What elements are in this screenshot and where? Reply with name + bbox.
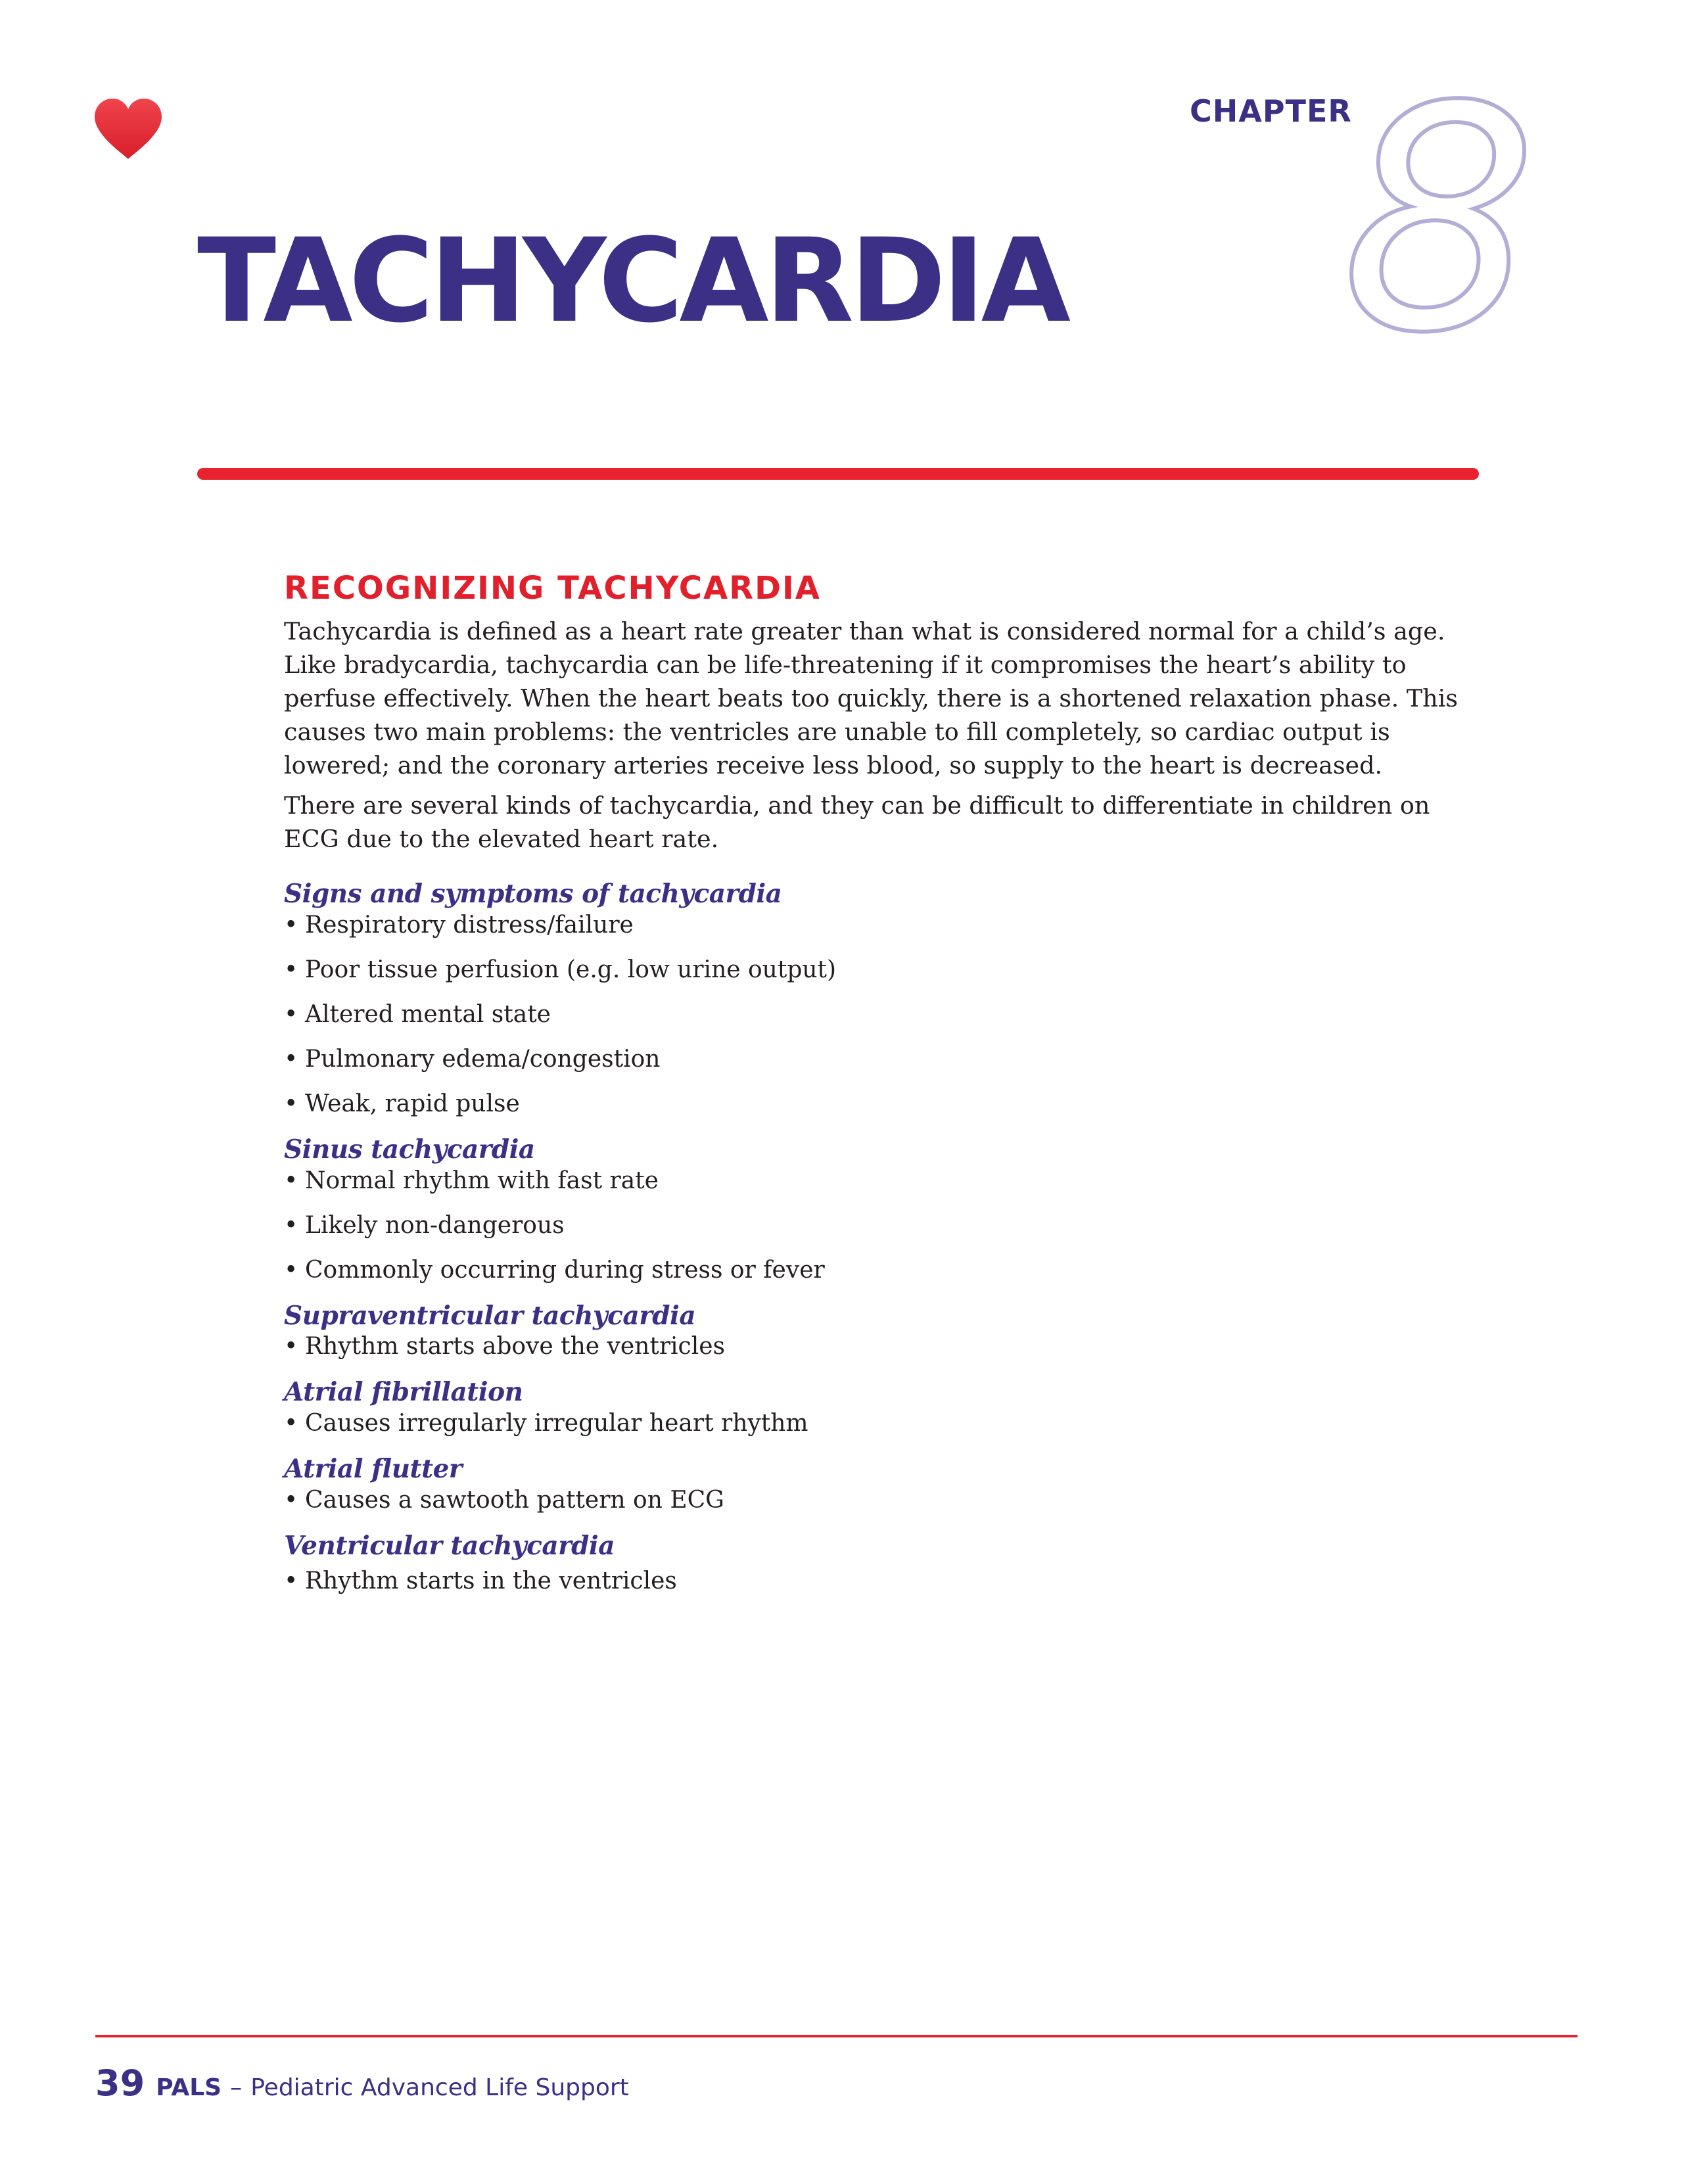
heart-icon	[92, 97, 164, 160]
list-item: • Likely non-dangerous	[284, 1211, 1467, 1241]
svt-heading: Supraventricular tachycardia	[284, 1300, 696, 1331]
footer-brand: PALS	[156, 2074, 222, 2101]
chapter-label: CHAPTER	[1190, 93, 1352, 129]
list-item: • Weak, rapid pulse	[284, 1089, 1467, 1119]
main-content	[284, 570, 1467, 1596]
atrial-fibrillation-heading: Atrial fibrillation	[284, 1377, 523, 1408]
list-item: • Causes irregularly irregular heart rhythm	[284, 1408, 1467, 1439]
intro-paragraph: Tachycardia is defined as a heart rate greater than what is considered normal for a child’s age. Like bradycardia, tachycardia can be life-threatening if it compromises the heart’s ability to perfuse effectively. When the heart beats too quickly, there is a shortened relaxation phase. This causes two main problems: the ventricles are unable to fill completely, so cardiac output is lowered; and the coronary arteries receive less blood, so supply to the heart is decreased.	[284, 617, 1459, 780]
list-item: • Pulmonary edema/congestion	[284, 1044, 1467, 1075]
list-item: • Rhythm starts above the ventricles	[284, 1332, 1467, 1362]
signs-symptoms-list	[284, 910, 1467, 1119]
ecg-paragraph: There are several kinds of tachycardia, and they can be difficult to differentiate in children on ECG due to the elevated heart rate.	[284, 791, 1430, 854]
footer-subtitle: Pediatric Advanced Life Support	[250, 2074, 629, 2101]
chapter-number	[1328, 78, 1551, 340]
list-item: • Rhythm starts in the ventricles	[284, 1566, 1467, 1596]
ventricular-tachycardia-list	[284, 1566, 1467, 1596]
signs-symptoms-heading: Signs and symptoms of tachycardia	[284, 879, 782, 910]
list-item: • Respiratory distress/failure	[284, 910, 1467, 941]
section-heading: RECOGNIZING TACHYCARDIA	[284, 570, 821, 607]
list-item: • Normal rhythm with fast rate	[284, 1166, 1467, 1196]
atrial-flutter-heading: Atrial flutter	[284, 1454, 462, 1485]
list-item: • Causes a sawtooth pattern on ECG	[284, 1485, 1467, 1516]
list-item: • Altered mental state	[284, 1000, 1467, 1030]
page-number: 39	[95, 2062, 145, 2104]
list-item: • Commonly occurring during stress or fever	[284, 1255, 1467, 1286]
page-title: TACHYCARDIA	[197, 214, 1067, 348]
footer-divider	[95, 2035, 1577, 2037]
svt-list	[284, 1332, 1467, 1362]
page-footer	[95, 2062, 629, 2104]
chapter-number-text: 8	[1341, 78, 1538, 340]
title-divider	[197, 468, 1479, 480]
ventricular-tachycardia-heading: Ventricular tachycardia	[284, 1530, 615, 1561]
atrial-fibrillation-list	[284, 1408, 1467, 1439]
atrial-flutter-list	[284, 1485, 1467, 1516]
list-item: • Poor tissue perfusion (e.g. low urine output)	[284, 955, 1467, 985]
sinus-tachycardia-list	[284, 1166, 1467, 1286]
sinus-tachycardia-heading: Sinus tachycardia	[284, 1134, 535, 1165]
footer-separator: –	[230, 2074, 243, 2101]
